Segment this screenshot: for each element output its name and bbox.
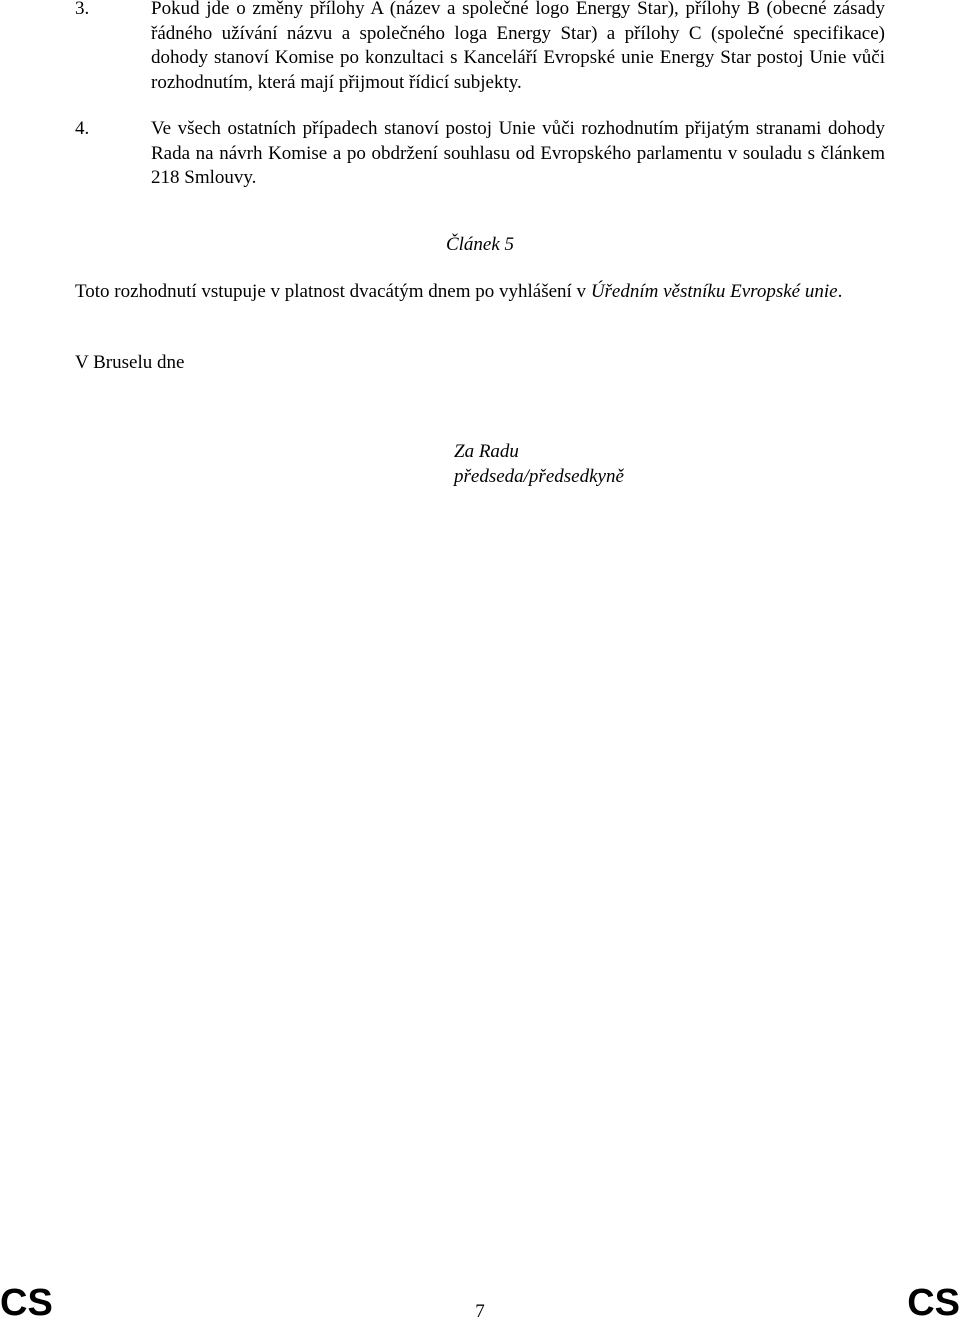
article-text-before: Toto rozhodnutí vstupuje v platnost dvacátým dnem po vyhlášení v [75,281,591,302]
footer-language-code-left: CS [0,1282,53,1324]
signature-block [454,440,624,489]
paragraph-3 [75,0,885,95]
article-5-text [75,280,885,305]
official-journal-name: Úředním věstníku Evropské unie [590,281,838,302]
paragraph-4 [75,117,885,191]
article-title: Článek 5 [445,234,515,255]
paragraph-number: 4. [75,118,90,139]
paragraph-number: 3. [75,0,90,19]
article-text-after: . [837,281,843,302]
page-number: 7 [475,1301,485,1322]
signatory-role: předseda/předsedkyně [454,465,624,487]
footer-language-code-right: CS [907,1282,960,1324]
place-and-date: V Bruselu dne [75,352,185,373]
paragraph-text: Ve všech ostatních případech stanoví postoj Unie vůči rozhodnutím přijatým stranami dohody Rada na návrh Komise a po obdržení souhlasu od Evropského parlamentu v souladu s článkem 218 Smlouvy. [151,118,885,188]
paragraph-text: Pokud jde o změny přílohy A (název a společné logo Energy Star), přílohy B (obecné zásady řádného užívání názvu a společného loga Energy Star) a přílohy C (společné specifikace) dohody stanoví Komise po konzultaci s Kanceláří Evropské unie Energy Star postoj Unie vůči rozhodnutím, která mají přijmout řídicí subjekty. [151,0,885,93]
signatory-institution: Za Radu [454,441,519,462]
